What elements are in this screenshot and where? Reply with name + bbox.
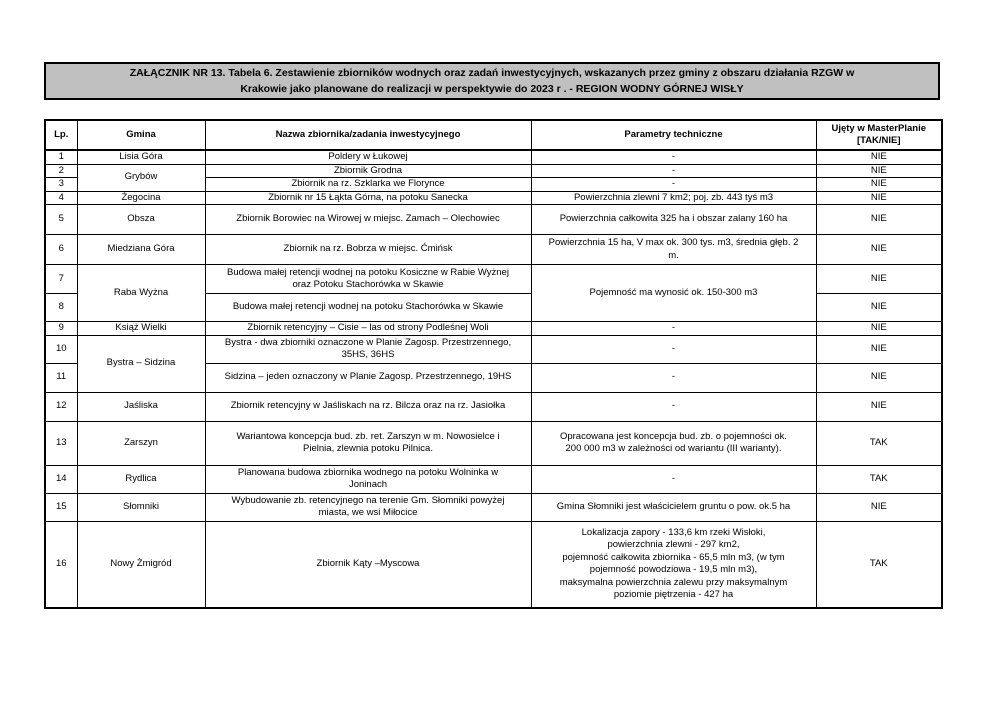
cell-nazwa: [205, 493, 531, 521]
cell-nazwa-line: Budowa małej retencji wodnej na potoku Kosiczne w Rabie Wyżnej: [227, 266, 509, 278]
table-row: [45, 191, 942, 205]
cell-nazwa: Zbiornik na rz. Szklarka we Florynce: [205, 178, 531, 192]
cell-gmina: Obsza: [77, 205, 205, 235]
cell-gmina: Rydlica: [77, 465, 205, 493]
cell-ujety: NIE: [816, 235, 942, 265]
cell-lp: 2: [45, 164, 77, 178]
cell-parametry: -: [531, 392, 816, 421]
cell-parametry: [531, 421, 816, 465]
cell-parametry: Gmina Słomniki jest właścicielem gruntu o pow. ok.5 ha: [531, 493, 816, 521]
header-ujety-line2: [TAK/NIE]: [856, 135, 901, 146]
cell-lp: 7: [45, 265, 77, 294]
cell-ujety: NIE: [816, 191, 942, 205]
title-line-1: ZAŁĄCZNIK NR 13. Tabela 6. Zestawienie zbiorników wodnych oraz zadań inwestycyjnych, wskazanych przez gminy z obszaru działania RZGW w: [129, 67, 855, 79]
cell-nazwa: Zbiornik retencyjny – Cisie – las od strony Podleśnej Woli: [205, 322, 531, 336]
reservoir-table: [44, 119, 943, 609]
cell-nazwa: [205, 335, 531, 363]
header-ujety: [816, 120, 942, 150]
cell-parametry: -: [531, 363, 816, 392]
cell-nazwa: Sidzina – jeden oznaczony w Planie Zagosp. Przestrzennego, 19HS: [205, 363, 531, 392]
cell-nazwa-line: Joninach: [348, 479, 388, 490]
cell-parametry: [531, 235, 816, 265]
cell-nazwa-line: Wariantowa koncepcja bud. zb. ret. Zarszyn w m. Nowosielce i: [236, 430, 500, 442]
cell-ujety: NIE: [816, 150, 942, 164]
cell-nazwa: [205, 265, 531, 294]
cell-nazwa: Zbiornik Kąty –Myscowa: [205, 521, 531, 608]
table-row: [45, 150, 942, 164]
cell-parametry: Powierzchnia całkowita 325 ha i obszar zalany 160 ha: [531, 205, 816, 235]
table-header-row: [45, 120, 942, 150]
cell-parametry-line: poziomie piętrzenia - 427 ha: [613, 589, 734, 601]
cell-nazwa-line: Bystra - dwa zbiorniki oznaczone w Planie Zagosp. Przestrzennego,: [224, 336, 512, 348]
cell-nazwa-line: miasta, we wsi Miłocice: [318, 507, 418, 518]
cell-nazwa: Zbiornik retencyjny w Jaśliskach na rz. Bilcza oraz na rz. Jasiołka: [205, 392, 531, 421]
cell-parametry: -: [531, 322, 816, 336]
cell-parametry-line: pojemność powodziowa - 19,5 mln m3),: [589, 564, 758, 576]
cell-gmina: Bystra – Sidzina: [77, 335, 205, 392]
cell-nazwa-line: oraz Potoku Stachorówka w Skawie: [292, 279, 444, 290]
cell-nazwa: Zbiornik na rz. Bobrza w miejsc. Ćmińsk: [205, 235, 531, 265]
cell-ujety: NIE: [816, 164, 942, 178]
header-ujety-line1: Ujęty w MasterPlanie: [831, 122, 926, 134]
cell-nazwa-line: Planowana budowa zbiornika wodnego na potoku Wolninka w: [237, 466, 499, 478]
cell-nazwa: Zbiornik nr 15 Łąkta Górna, na potoku Sanecka: [205, 191, 531, 205]
cell-parametry-line: pojemność całkowita zbiornika - 65,5 mln m3, (w tym: [562, 551, 785, 563]
table-row: [45, 392, 942, 421]
cell-parametry-line: Opracowana jest koncepcja bud. zb. o pojemności ok.: [559, 430, 788, 442]
cell-nazwa: Poldery w Łukowej: [205, 150, 531, 164]
header-lp: Lp.: [45, 120, 77, 150]
cell-gmina: Zarszyn: [77, 421, 205, 465]
cell-parametry: [531, 521, 816, 608]
cell-gmina: Grybów: [77, 164, 205, 191]
cell-gmina: Jaśliska: [77, 392, 205, 421]
cell-lp: 1: [45, 150, 77, 164]
cell-parametry: -: [531, 150, 816, 164]
cell-lp: 13: [45, 421, 77, 465]
cell-parametry-line: powierzchnia zlewni - 297 km2,: [607, 539, 740, 551]
cell-gmina: Słomniki: [77, 493, 205, 521]
cell-ujety: NIE: [816, 205, 942, 235]
cell-ujety: NIE: [816, 335, 942, 363]
cell-parametry-line: maksymalna powierzchnia zalewu przy maksymalnym: [559, 576, 788, 588]
document-title: [44, 62, 940, 100]
cell-parametry-line: Lokalizacja zapory - 133,6 km rzeki Wisłoki,: [581, 526, 766, 538]
cell-gmina: Miedziana Góra: [77, 235, 205, 265]
cell-ujety: NIE: [816, 493, 942, 521]
cell-ujety: NIE: [816, 392, 942, 421]
cell-nazwa: Budowa małej retencji wodnej na potoku Stachorówka w Skawie: [205, 294, 531, 322]
header-gmina: Gmina: [77, 120, 205, 150]
cell-ujety: NIE: [816, 363, 942, 392]
cell-nazwa: [205, 465, 531, 493]
table-row: [45, 521, 942, 608]
cell-ujety: NIE: [816, 322, 942, 336]
title-line-2: Krakowie jako planowane do realizacji w perspektywie do 2023 r . - REGION WODNY GÓRNEJ WISŁY: [240, 83, 744, 95]
cell-lp: 16: [45, 521, 77, 608]
cell-ujety: NIE: [816, 294, 942, 322]
cell-ujety: TAK: [816, 465, 942, 493]
table-row: [45, 465, 942, 493]
cell-ujety: TAK: [816, 521, 942, 608]
table-row: [45, 421, 942, 465]
cell-nazwa-line: Pielnia, zlewnia potoku Pilnica.: [303, 443, 433, 454]
cell-gmina: Raba Wyżna: [77, 265, 205, 322]
cell-nazwa: Zbiornik Grodna: [205, 164, 531, 178]
cell-parametry: Powierzchnia zlewni 7 km2; poj. zb. 443 tyś m3: [531, 191, 816, 205]
cell-lp: 9: [45, 322, 77, 336]
cell-lp: 8: [45, 294, 77, 322]
table-row: [45, 265, 942, 294]
cell-parametry: -: [531, 164, 816, 178]
cell-gmina: Nowy Żmigród: [77, 521, 205, 608]
cell-nazwa-line: Wybudowanie zb. retencyjnego na terenie Gm. Słomniki powyżej: [231, 494, 505, 506]
table-row: [45, 493, 942, 521]
cell-lp: 11: [45, 363, 77, 392]
cell-nazwa: [205, 421, 531, 465]
cell-lp: 15: [45, 493, 77, 521]
cell-ujety: NIE: [816, 178, 942, 192]
header-parametry: Parametry techniczne: [531, 120, 816, 150]
cell-gmina: Książ Wielki: [77, 322, 205, 336]
cell-parametry-line: Powierzchnia 15 ha, V max ok. 300 tys. m3, średnia głęb. 2: [548, 237, 799, 248]
header-nazwa: Nazwa zbiornika/zadania inwestycyjnego: [205, 120, 531, 150]
cell-parametry: -: [531, 465, 816, 493]
cell-ujety: TAK: [816, 421, 942, 465]
table-row: [45, 335, 942, 363]
cell-lp: 14: [45, 465, 77, 493]
cell-parametry-line: m.: [668, 249, 679, 261]
cell-parametry-line: 200 000 m3 w zależności od wariantu (III warianty).: [565, 443, 782, 454]
cell-nazwa: Zbiornik Borowiec na Wirowej w miejsc. Zamach – Olechowiec: [205, 205, 531, 235]
cell-gmina: Żegocina: [77, 191, 205, 205]
cell-lp: 10: [45, 335, 77, 363]
table-row: [45, 322, 942, 336]
table-row: [45, 164, 942, 178]
cell-lp: 3: [45, 178, 77, 192]
table-row: [45, 235, 942, 265]
cell-nazwa-line: 35HS, 36HS: [341, 349, 395, 360]
cell-lp: 5: [45, 205, 77, 235]
cell-lp: 4: [45, 191, 77, 205]
cell-gmina: Lisia Góra: [77, 150, 205, 164]
table-row: [45, 205, 942, 235]
cell-parametry: -: [531, 335, 816, 363]
cell-parametry: Pojemność ma wynosić ok. 150-300 m3: [531, 265, 816, 322]
cell-parametry: -: [531, 178, 816, 192]
cell-ujety: NIE: [816, 265, 942, 294]
cell-lp: 6: [45, 235, 77, 265]
cell-lp: 12: [45, 392, 77, 421]
